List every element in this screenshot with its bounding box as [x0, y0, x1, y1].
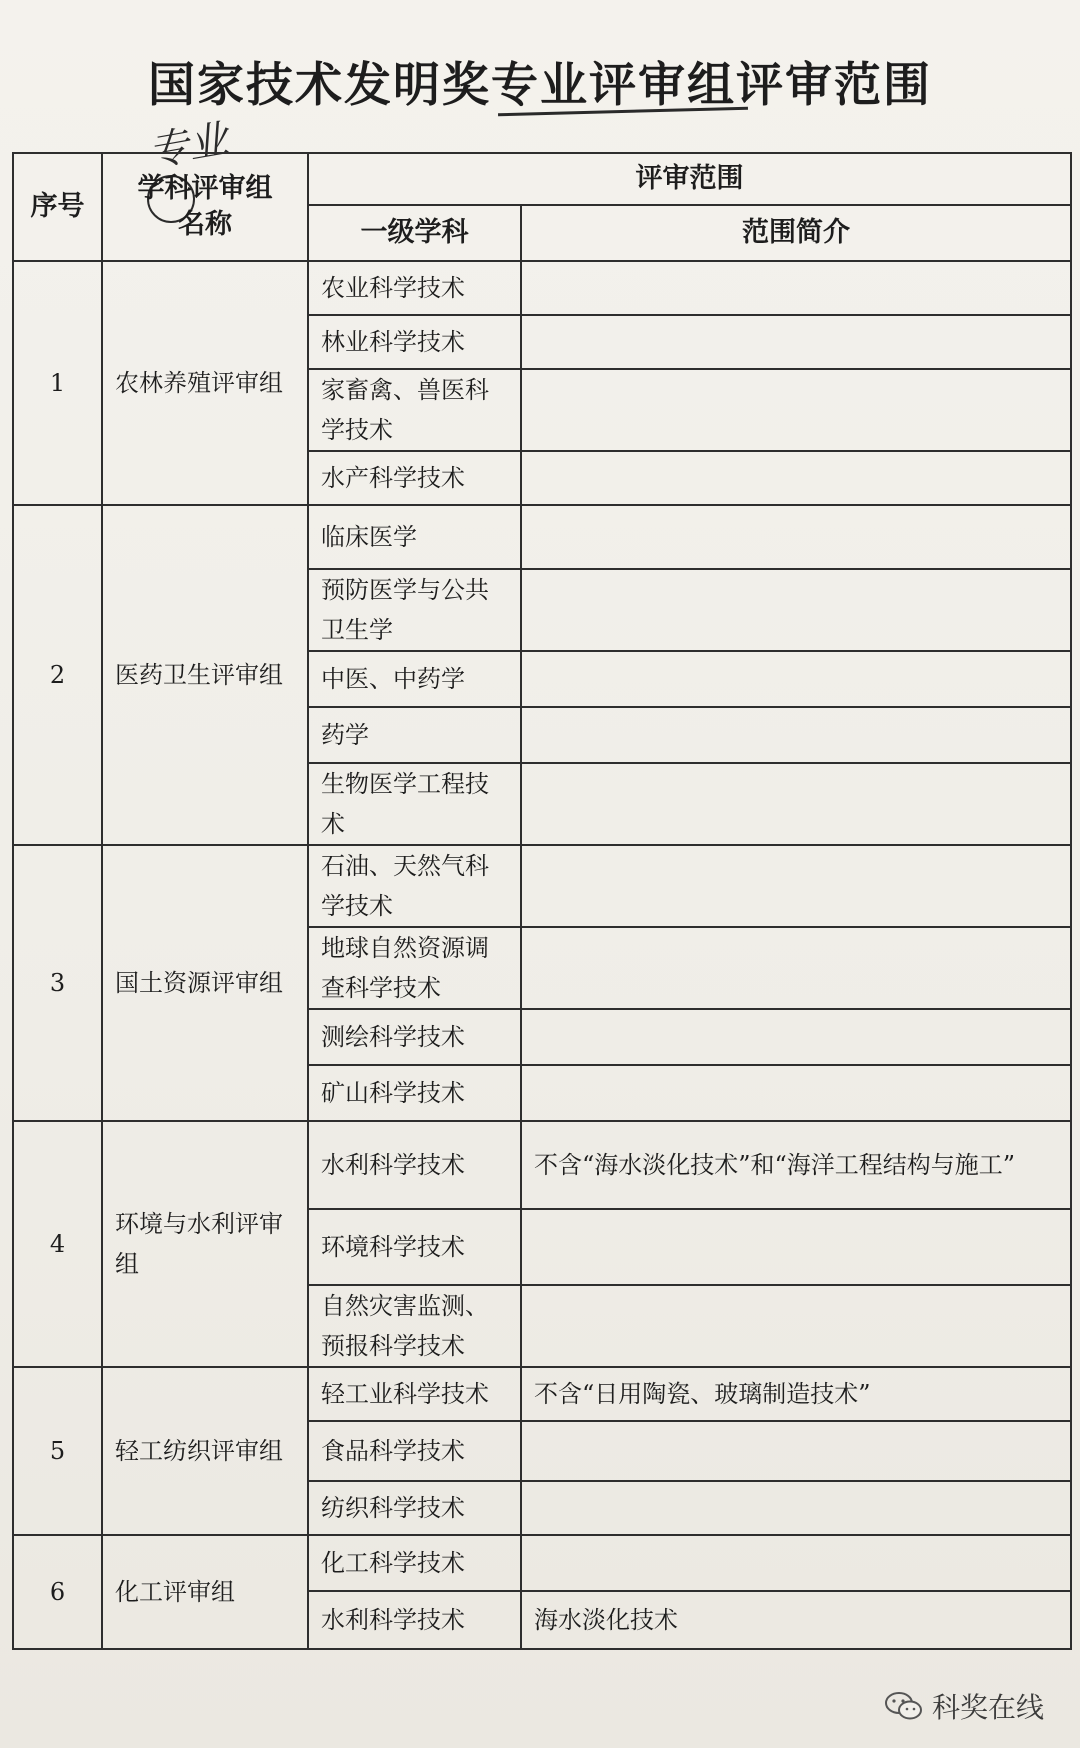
scope-intro-cell [521, 451, 1071, 505]
scope-intro-cell [521, 651, 1071, 707]
subject-cell: 药学 [308, 707, 521, 763]
group-name-cell: 国土资源评审组 [102, 845, 308, 1121]
scope-intro-cell [521, 1209, 1071, 1285]
scope-intro-cell [521, 1421, 1071, 1481]
subject-cell: 地球自然资源调查科学技术 [308, 927, 521, 1009]
scope-intro-cell: 不含“日用陶瓷、玻璃制造技术” [521, 1367, 1071, 1421]
table-row [13, 845, 1071, 927]
seq-cell: 4 [13, 1121, 102, 1367]
group-name-cell: 医药卫生评审组 [102, 505, 308, 845]
seq-cell: 3 [13, 845, 102, 1121]
table-body [13, 261, 1071, 1649]
scope-intro-cell [521, 1009, 1071, 1065]
table-row [13, 1367, 1071, 1421]
group-name-cell: 化工评审组 [102, 1535, 308, 1649]
scope-intro-cell [521, 1065, 1071, 1121]
page-title: 国家技术发明奖专业评审组评审范围 [148, 58, 932, 113]
handwritten-note: 专业 [145, 116, 232, 176]
subject-cell: 石油、天然气科学技术 [308, 845, 521, 927]
group-name-cell: 农林养殖评审组 [102, 261, 308, 505]
subject-cell: 生物医学工程技术 [308, 763, 521, 845]
subject-cell: 化工科学技术 [308, 1535, 521, 1591]
header-group-name [102, 153, 308, 261]
table-row [13, 1535, 1071, 1591]
scope-intro-cell [521, 261, 1071, 315]
scope-intro-cell [521, 1535, 1071, 1591]
subject-cell: 食品科学技术 [308, 1421, 521, 1481]
review-scope-table [12, 152, 1072, 1650]
subject-cell: 水利科学技术 [308, 1591, 521, 1649]
subject-cell: 纺织科学技术 [308, 1481, 521, 1535]
group-name-cell: 轻工纺织评审组 [102, 1367, 308, 1535]
subject-cell: 自然灾害监测、预报科学技术 [308, 1285, 521, 1367]
seq-cell: 5 [13, 1367, 102, 1535]
wechat-icon [884, 1691, 924, 1721]
subject-cell: 临床医学 [308, 505, 521, 569]
scope-intro-cell [521, 707, 1071, 763]
subject-cell: 矿山科学技术 [308, 1065, 521, 1121]
scope-intro-cell [521, 1481, 1071, 1535]
scope-intro-cell [521, 315, 1071, 369]
subject-cell: 水产科学技术 [308, 451, 521, 505]
subject-cell: 水利科学技术 [308, 1121, 521, 1209]
table-row [13, 505, 1071, 569]
subject-cell: 中医、中药学 [308, 651, 521, 707]
watermark [884, 1686, 1044, 1726]
table-row [13, 1121, 1071, 1209]
group-name-cell: 环境与水利评审组 [102, 1121, 308, 1367]
scope-intro-cell [521, 505, 1071, 569]
subject-cell: 预防医学与公共卫生学 [308, 569, 521, 651]
subject-cell: 轻工业科学技术 [308, 1367, 521, 1421]
scope-intro-cell: 不含“海水淡化技术”和“海洋工程结构与施工” [521, 1121, 1071, 1209]
table-row [13, 261, 1071, 315]
scope-intro-cell [521, 845, 1071, 927]
scope-intro-cell [521, 763, 1071, 845]
subject-cell: 测绘科学技术 [308, 1009, 521, 1065]
seq-cell: 1 [13, 261, 102, 505]
subject-cell: 林业科学技术 [308, 315, 521, 369]
scope-intro-cell [521, 1285, 1071, 1367]
scope-intro-cell [521, 569, 1071, 651]
header-scope: 评审范围 [308, 153, 1071, 205]
scope-intro-cell [521, 927, 1071, 1009]
header-scope-intro: 范围简介 [521, 205, 1071, 261]
header-group-name-text: 学科评审组名称 [137, 173, 273, 240]
seq-cell: 6 [13, 1535, 102, 1649]
scope-intro-cell [521, 369, 1071, 451]
header-subject: 一级学科 [308, 205, 521, 261]
subject-cell: 环境科学技术 [308, 1209, 521, 1285]
watermark-text: 科奖在线 [931, 1691, 1044, 1724]
scope-intro-cell: 海水淡化技术 [521, 1591, 1071, 1649]
subject-cell: 农业科学技术 [308, 261, 521, 315]
header-seq: 序号 [13, 153, 102, 261]
seq-cell: 2 [13, 505, 102, 845]
subject-cell: 家畜禽、兽医科学技术 [308, 369, 521, 451]
